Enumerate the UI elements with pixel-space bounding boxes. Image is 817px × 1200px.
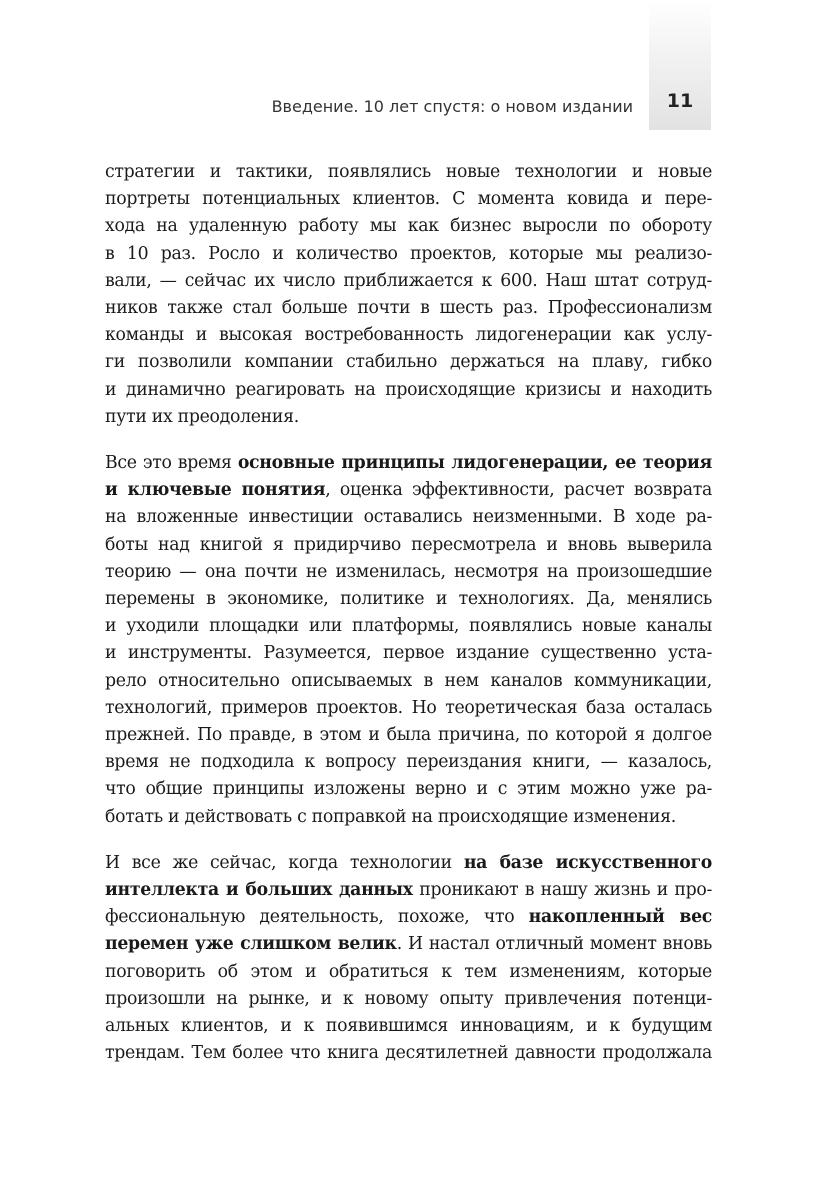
text-line — [105, 1013, 712, 1040]
text-run: Все это время — [105, 453, 238, 474]
text-line — [105, 159, 712, 186]
text-line — [105, 241, 712, 268]
text-line — [105, 850, 712, 877]
text-run: пути их преодоления. — [105, 406, 299, 427]
text-run: рело относительно описываемых в нем каналов коммуникации, — [105, 670, 712, 691]
text-run: фессиональную деятельность, похоже, что — [105, 907, 529, 928]
text-run: команды и высокая востребованность лидогенерации как услу- — [105, 325, 712, 346]
bold-text: интеллекта и больших данных — [105, 880, 413, 901]
text-run: и динамично реагировать на происходящие кризисы и находить — [105, 379, 712, 400]
text-line — [105, 186, 712, 213]
text-run: . И настал отличный момент вновь — [396, 934, 712, 955]
text-line — [105, 295, 712, 322]
text-line — [105, 640, 712, 667]
text-run: произошли на рынке, и к новому опыту привлечения потенци- — [105, 988, 712, 1009]
text-run: И все же сейчас, когда технологии — [105, 852, 464, 873]
text-line — [105, 804, 712, 831]
text-line — [105, 904, 712, 931]
text-line — [105, 749, 712, 776]
text-run: прежней. По правде, в этом и была причина, по которой я долгое — [105, 725, 712, 746]
text-run: ги позволили компании стабильно держаться на плаву, гибко — [105, 352, 712, 373]
text-run: перемены в экономике, политике и технологиях. Да, менялись — [105, 589, 712, 610]
text-run: вали, — сейчас их число приближается к 600. Наш штат сотруд- — [105, 270, 712, 291]
text-run: альных клиентов, и к появившимся инновациям, и к будущим — [105, 1016, 712, 1037]
text-line — [105, 477, 712, 504]
text-run: трендам. Тем более что книга десятилетней давности продолжала — [105, 1043, 712, 1064]
text-line — [105, 613, 712, 640]
text-run: время не подходила к вопросу переиздания книги, — казалось, — [105, 752, 712, 773]
paragraph-1 — [105, 159, 712, 431]
text-line — [105, 532, 712, 559]
text-run: ботать и действовать с поправкой на происходящие изменения. — [105, 806, 676, 827]
text-line — [105, 268, 712, 295]
text-run: хода на удаленную работу мы как бизнес выросли по обороту — [105, 216, 712, 237]
text-line — [105, 322, 712, 349]
text-run: портреты потенциальных клиентов. С момента ковида и пере- — [105, 189, 712, 210]
text-line — [105, 1040, 712, 1067]
text-line — [105, 559, 712, 586]
text-line — [105, 377, 712, 404]
bold-text: и ключевые понятия — [105, 480, 326, 501]
text-run: стратегии и тактики, появлялись новые технологии и новые — [105, 162, 712, 182]
text-run: что общие принципы изложены верно и с этим можно уже ра- — [105, 779, 712, 800]
text-run: поговорить об этом и обратиться к тем изменениям, которые — [105, 961, 712, 982]
bold-text: накопленный вес — [528, 907, 712, 928]
paragraph-2 — [105, 450, 712, 831]
page-number: 11 — [666, 90, 694, 112]
text-line — [105, 450, 712, 477]
text-line — [105, 668, 712, 695]
text-line — [105, 877, 712, 904]
text-run: ников также стал больше почти в шесть раз. Профессионализм — [105, 298, 712, 319]
text-line — [105, 722, 712, 749]
text-line — [105, 404, 712, 431]
bold-text: перемен уже слишком велик — [105, 934, 397, 955]
text-line — [105, 586, 712, 613]
text-run: боты над книгой я придирчиво пересмотрела и вновь выверила — [105, 534, 712, 555]
text-run: в 10 раз. Росло и количество проектов, которые мы реализо- — [105, 243, 712, 264]
bold-text: основные принципы лидогенерации, ее теория — [237, 453, 713, 474]
text-run: на вложенные инвестиции оставались неизменными. В ходе ра- — [105, 507, 712, 528]
text-line — [105, 695, 712, 722]
text-run: технологий, примеров проектов. Но теоретическая база осталась — [105, 697, 712, 718]
text-line — [105, 959, 712, 986]
text-run: теорию — она почти не изменилась, несмотря на произошедшие — [105, 561, 712, 582]
paragraph-3 — [105, 850, 712, 1068]
body-text — [105, 159, 712, 1087]
text-line — [105, 931, 712, 958]
text-line — [105, 986, 712, 1013]
running-head: Введение. 10 лет спустя: о новом издании — [271, 97, 633, 116]
text-run: проникают в нашу жизнь и про- — [412, 880, 712, 901]
text-run: и инструменты. Разумеется, первое издание существенно уста- — [105, 643, 712, 664]
text-line — [105, 349, 712, 376]
text-run: , оценка эффективности, расчет возврата — [325, 480, 712, 501]
text-line — [105, 504, 712, 531]
text-run: и уходили площадки или платформы, появлялись новые каналы — [105, 616, 712, 637]
text-line — [105, 776, 712, 803]
bold-text: на базе искусственного — [463, 852, 713, 873]
text-line — [105, 213, 712, 240]
